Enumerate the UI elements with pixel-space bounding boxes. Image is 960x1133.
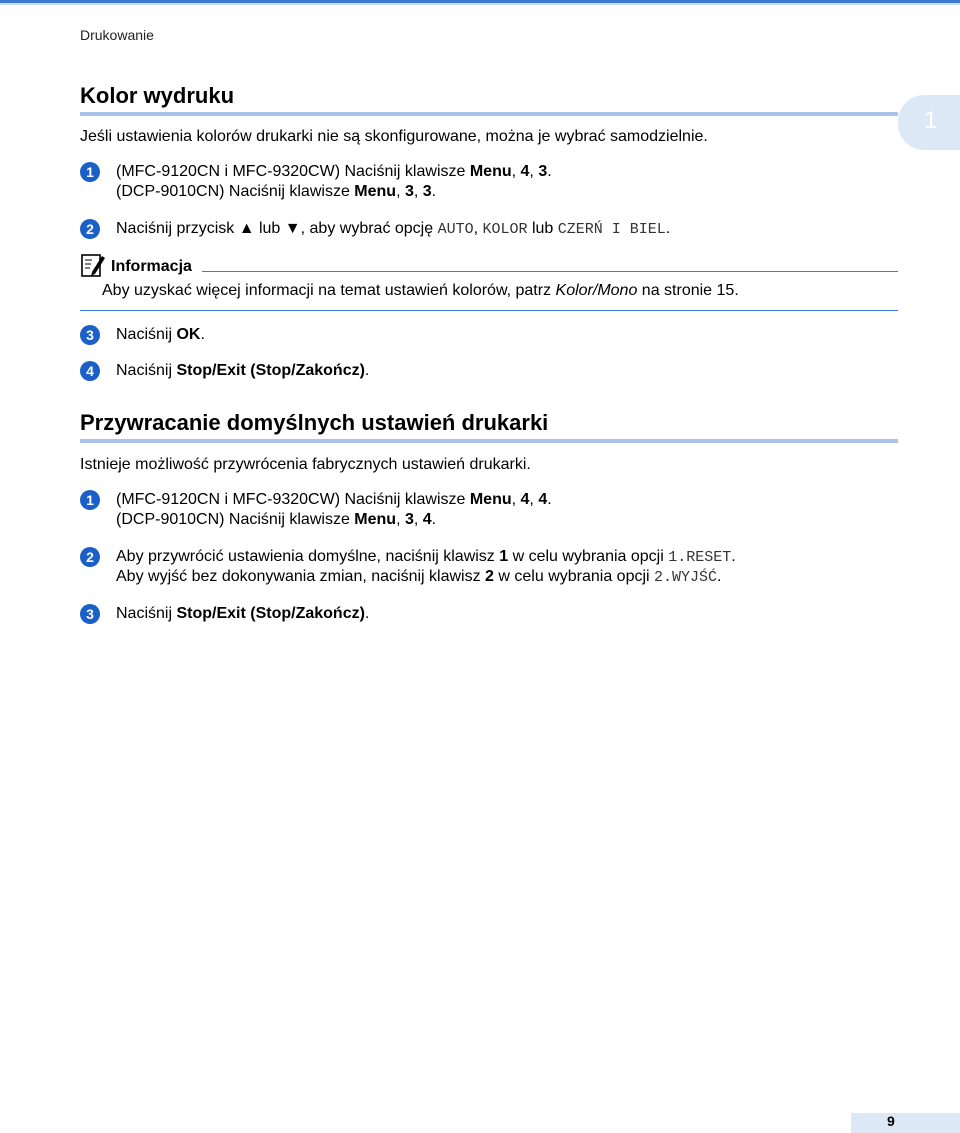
up-arrow-icon: ▲ <box>238 220 255 237</box>
note-text: Aby uzyskać więcej informacji na temat ustawień kolorów, patrz Kolor/Mono na stronie 15. <box>102 282 739 299</box>
note-reference-link: Kolor/Mono <box>555 282 638 299</box>
step-text: (MFC-9120CN i MFC-9320CW) Naciśnij klawisze Menu, 4, 4. <box>116 491 552 508</box>
step-text: Aby przywrócić ustawienia domyślne, naciśnij klawisz 1 w celu wybrania opcji 1.RESET. <box>116 548 736 566</box>
page-number: 9 <box>887 1113 895 1129</box>
note-pencil-icon <box>80 252 106 278</box>
section-rule <box>80 439 898 443</box>
section-intro: Jeśli ustawienia kolorów drukarki nie są skonfigurowane, można je wybrać samodzielnie. <box>80 128 708 145</box>
step-text: Aby wyjść bez dokonywania zmian, naciśnij klawisz 2 w celu wybrania opcji 2.WYJŚĆ. <box>116 568 722 586</box>
section-title-restore-defaults: Przywracanie domyślnych ustawień drukarki <box>80 410 549 435</box>
step-text: (DCP-9010CN) Naciśnij klawisze Menu, 3, 4. <box>116 511 437 528</box>
step-number-badge: 1 <box>80 490 100 510</box>
running-header: Drukowanie <box>80 27 154 43</box>
chapter-tab <box>898 95 960 150</box>
note-rule <box>80 310 898 311</box>
step-text: (MFC-9120CN i MFC-9320CW) Naciśnij klawisze Menu, 4, 3. <box>116 163 552 180</box>
step-number-badge: 1 <box>80 162 100 182</box>
chapter-number: 1 <box>924 107 938 134</box>
note-rule <box>202 271 898 272</box>
step-number-badge: 2 <box>80 547 100 567</box>
page-number-box <box>851 1113 960 1133</box>
step-number-badge: 4 <box>80 361 100 381</box>
section-title-color-print: Kolor wydruku <box>80 83 235 108</box>
section-intro: Istnieje możliwość przywrócenia fabrycznych ustawień drukarki. <box>80 456 531 473</box>
step-text: Naciśnij Stop/Exit (Stop/Zakończ). <box>116 605 370 622</box>
note-box <box>80 252 898 312</box>
step-text: Naciśnij przycisk ▲ lub ▼, aby wybrać opcję AUTO, KOLOR lub CZERŃ I BIEL. <box>116 220 671 238</box>
step-number-badge: 3 <box>80 325 100 345</box>
section-rule <box>80 112 898 116</box>
down-arrow-icon: ▼ <box>284 220 301 237</box>
step-number-badge: 3 <box>80 604 100 624</box>
step-text: Naciśnij Stop/Exit (Stop/Zakończ). <box>116 362 370 379</box>
step-text: Naciśnij OK. <box>116 326 205 343</box>
top-border-shadow <box>0 3 960 5</box>
step-number-badge: 2 <box>80 219 100 239</box>
step-text: (DCP-9010CN) Naciśnij klawisze Menu, 3, 3. <box>116 183 437 200</box>
note-title: Informacja <box>111 258 192 275</box>
